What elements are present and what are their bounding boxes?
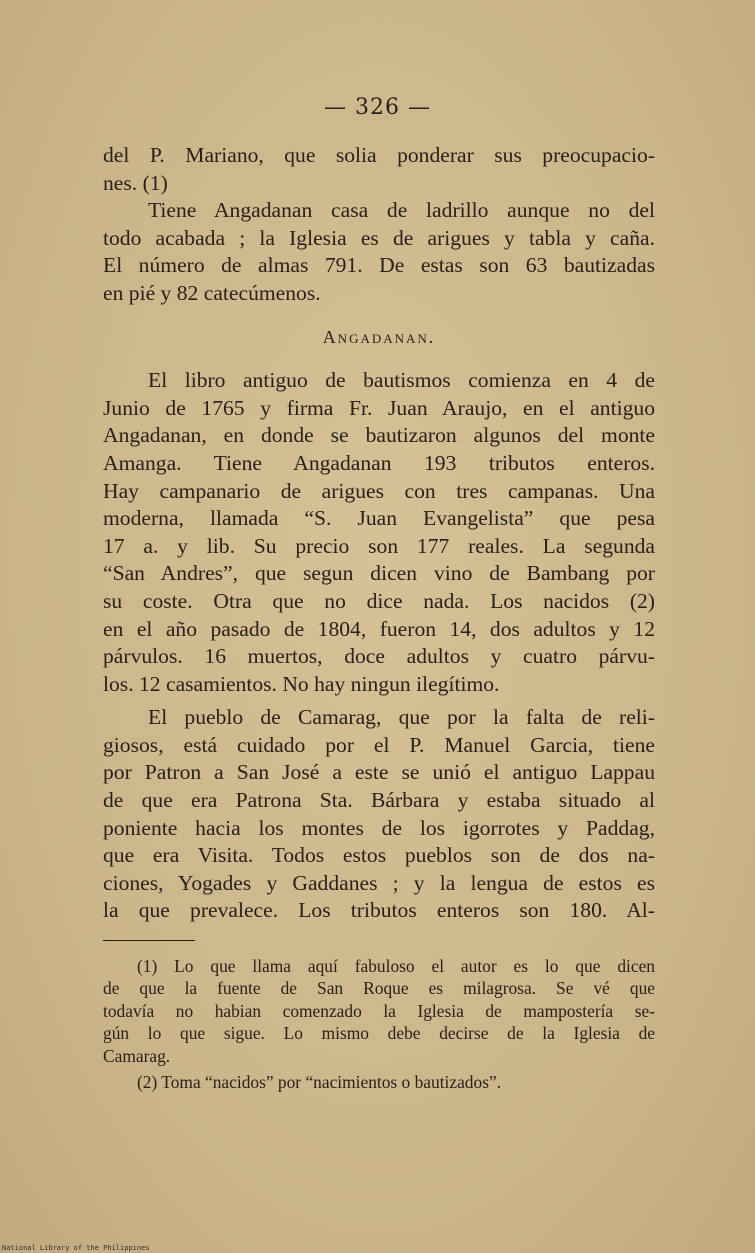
footnote-line: Camarag.: [103, 1045, 171, 1066]
text-line: El libro antiguo de bautismos comienza en 4 de: [148, 368, 655, 393]
text-line: giosos, está cuidado por el P. Manuel Garcia, tiene: [103, 732, 655, 757]
text-line: moderna, llamada “S. Juan Evangelista” que pesa: [103, 506, 655, 531]
text-line: párvulos. 16 muertos, doce adultos y cuatro párvu-: [103, 644, 655, 669]
section-heading: Angadanan.: [322, 326, 436, 347]
footnote-line: de que la fuente de San Roque es milagrosa. Se vé que: [103, 978, 655, 999]
text-line: Angadanan, en donde se bautizaron algunos del monte: [103, 423, 655, 448]
text-line: en pié y 82 catecúmenos.: [103, 280, 321, 305]
text-line: su coste. Otra que no dice nada. Los nacidos (2): [103, 588, 655, 613]
text-line: los. 12 casamientos. No hay ningun ilegítimo.: [103, 671, 500, 696]
footnote-divider: [103, 940, 195, 941]
text-line: “San Andres”, que segun dicen vino de Bambang por: [103, 561, 655, 586]
text-line: de que era Patrona Sta. Bárbara y estaba situado al: [103, 788, 655, 813]
body-text: [103, 142, 655, 925]
text-line: Amanga. Tiene Angadanan 193 tributos enteros.: [103, 450, 655, 475]
footnote-line: (1) Lo que llama aquí fabuloso el autor es lo que dicen: [137, 956, 655, 976]
text-line: nes. (1): [103, 170, 168, 195]
text-line: Hay campanario de arigues con tres campanas. Una: [103, 478, 655, 503]
text-line: El número de almas 791. De estas son 63 bautizadas: [103, 253, 655, 278]
footnotes: [103, 955, 655, 1093]
page-number: — 326 —: [324, 95, 431, 120]
footnote-line: gún lo que sigue. Lo mismo debe decirse de la Iglesia de: [103, 1023, 655, 1044]
text-line: en el año pasado de 1804, fueron 14, dos adultos y 12: [103, 616, 655, 641]
text-line: poniente hacia los montes de los igorrotes y Paddag,: [103, 815, 655, 840]
text-line: ciones, Yogades y Gaddanes ; y la lengua de estos es: [103, 870, 655, 895]
footnote-line: todavía no habian comenzado la Iglesia de mampostería se-: [103, 1000, 655, 1021]
text-line: del P. Mariano, que solia ponderar sus preocupacio-: [103, 143, 655, 167]
footnote-line: (2) Toma “nacidos” por “nacimientos o bautizados”.: [137, 1072, 502, 1093]
text-line: El pueblo de Camarag, que por la falta de reli-: [148, 705, 655, 730]
text-line: por Patron a San José a este se unió el antiguo Lappau: [103, 760, 655, 785]
text-line: todo acabada ; la Iglesia es de arigues y tabla y caña.: [103, 225, 655, 250]
text-line: la que prevalece. Los tributos enteros son 180. Al-: [103, 898, 655, 923]
text-line: 17 a. y lib. Su precio son 177 reales. La segunda: [103, 533, 655, 558]
library-watermark: National Library of the Philippines: [2, 1244, 150, 1252]
text-line: que era Visita. Todos estos pueblos son de dos na-: [103, 843, 655, 868]
text-line: Tiene Angadanan casa de ladrillo aunque no del: [148, 198, 655, 223]
text-line: Junio de 1765 y firma Fr. Juan Araujo, en el antiguo: [103, 395, 655, 420]
